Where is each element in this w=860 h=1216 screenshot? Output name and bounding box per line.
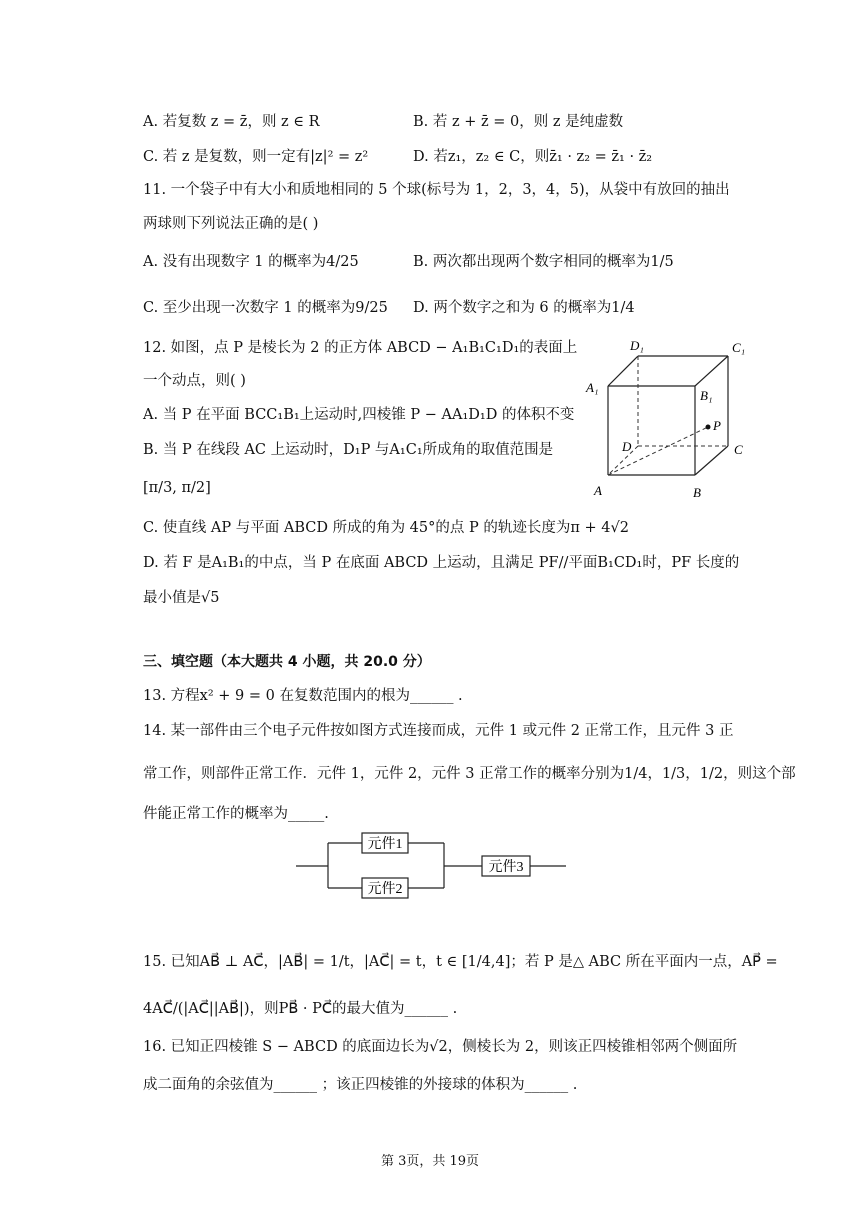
q11-option-a: A. 没有出现数字 1 的概率为4/25 <box>143 254 359 270</box>
q11-option-d: D. 两个数字之和为 6 的概率为1/4 <box>413 300 635 316</box>
q11-option-b: B. 两次都出现两个数字相同的概率为1/5 <box>413 254 674 270</box>
q14-stem-line3: 件能正常工作的概率为_____. <box>143 806 329 822</box>
q16-stem-line1: 16. 已知正四棱锥 S − ABCD 的底面边长为√2，侧棱长为 2，则该正四棱锥相邻两个侧面所 <box>143 1039 738 1055</box>
q13-text: 13. 方程x² + 9 = 0 在复数范围内的根为______ . <box>143 688 463 704</box>
element-1-label: 元件1 <box>367 837 403 852</box>
q10-option-b: B. 若 z + z̄ = 0，则 z 是纯虚数 <box>413 114 624 130</box>
q14-stem-line2: 常工作，则部件正常工作．元件 1，元件 2，元件 3 正常工作的概率分别为1/4，1/3，1/2，则这个部 <box>143 766 796 782</box>
label-a1: A₁ <box>586 380 599 395</box>
q15-stem-line1: 15. 已知AB⃗ ⊥ AC⃗，|AB⃗| = 1/t，|AC⃗| = t，t ∈ [1/4,4]；若 P 是△ ABC 所在平面内一点，AP⃗ = <box>143 954 778 970</box>
label-b: B <box>693 485 701 500</box>
label-a: A <box>594 483 602 498</box>
element-3-label: 元件3 <box>488 860 524 875</box>
section-heading: 三、填空题（本大题共 4 小题，共 20.0 分） <box>143 654 431 670</box>
page-footer: 第 3页，共 19页 <box>380 1154 480 1169</box>
q12-option-d-line2: 最小值是√5 <box>143 590 220 606</box>
q11-option-c: C. 至少出现一次数字 1 的概率为9/25 <box>143 300 388 316</box>
q15-stem-line2: 4AC⃗/(|AC⃗||AB⃗|)，则PB⃗ · PC⃗的最大值为______ . <box>143 1001 458 1017</box>
q14-stem-line1: 14. 某一部件由三个电子元件按如图方式连接而成，元件 1 或元件 2 正常工作，且元件 3 正 <box>143 723 734 739</box>
q11-stem-line2: 两球则下列说法正确的是( ) <box>143 216 319 232</box>
q10-option-a: A. 若复数 z = z̄，则 z ∈ R <box>143 114 320 130</box>
q12-stem-line2: 一个动点，则( ) <box>143 373 246 389</box>
label-c1: C₁ <box>732 340 746 355</box>
q11-stem-line1: 11. 一个袋子中有大小和质地相同的 5 个球(标号为 1，2，3，4，5)，从袋中有放回的抽出 <box>143 182 730 198</box>
q10-option-d: D. 若z₁，z₂ ∈ C，则z̄₁ · z₂ = z̄₁ · z̄₂ <box>413 149 653 165</box>
q16-stem-line2: 成二面角的余弦值为______ ；该正四棱锥的外接球的体积为______ . <box>143 1077 578 1093</box>
element-2-label: 元件2 <box>367 882 403 897</box>
cube-figure <box>580 330 760 505</box>
label-c: C <box>734 442 743 457</box>
q12-option-b-line2: [π/3, π/2] <box>143 480 211 496</box>
label-p: P <box>713 418 721 433</box>
q12-option-a: A. 当 P 在平面 BCC₁B₁上运动时,四棱锥 P − AA₁D₁D 的体积不变 <box>143 407 575 423</box>
label-b1: B₁ <box>700 388 713 403</box>
circuit-diagram <box>290 825 580 910</box>
q12-stem-line1: 12. 如图，点 P 是棱长为 2 的正方体 ABCD − A₁B₁C₁D₁的表面上 <box>143 340 578 356</box>
q12-option-b-line1: B. 当 P 在线段 AC 上运动时，D₁P 与A₁C₁所成角的取值范围是 <box>143 442 554 458</box>
q12-option-d-line1: D. 若 F 是A₁B₁的中点，当 P 在底面 ABCD 上运动，且满足 PF//平面B₁CD₁时，PF 长度的 <box>143 555 740 571</box>
q10-option-c: C. 若 z 是复数，则一定有|z|² = z² <box>143 149 369 165</box>
q12-option-c: C. 使直线 AP 与平面 ABCD 所成的角为 45°的点 P 的轨迹长度为π + 4√2 <box>143 520 629 536</box>
label-d1: D₁ <box>630 338 644 353</box>
label-d: D <box>622 439 632 454</box>
